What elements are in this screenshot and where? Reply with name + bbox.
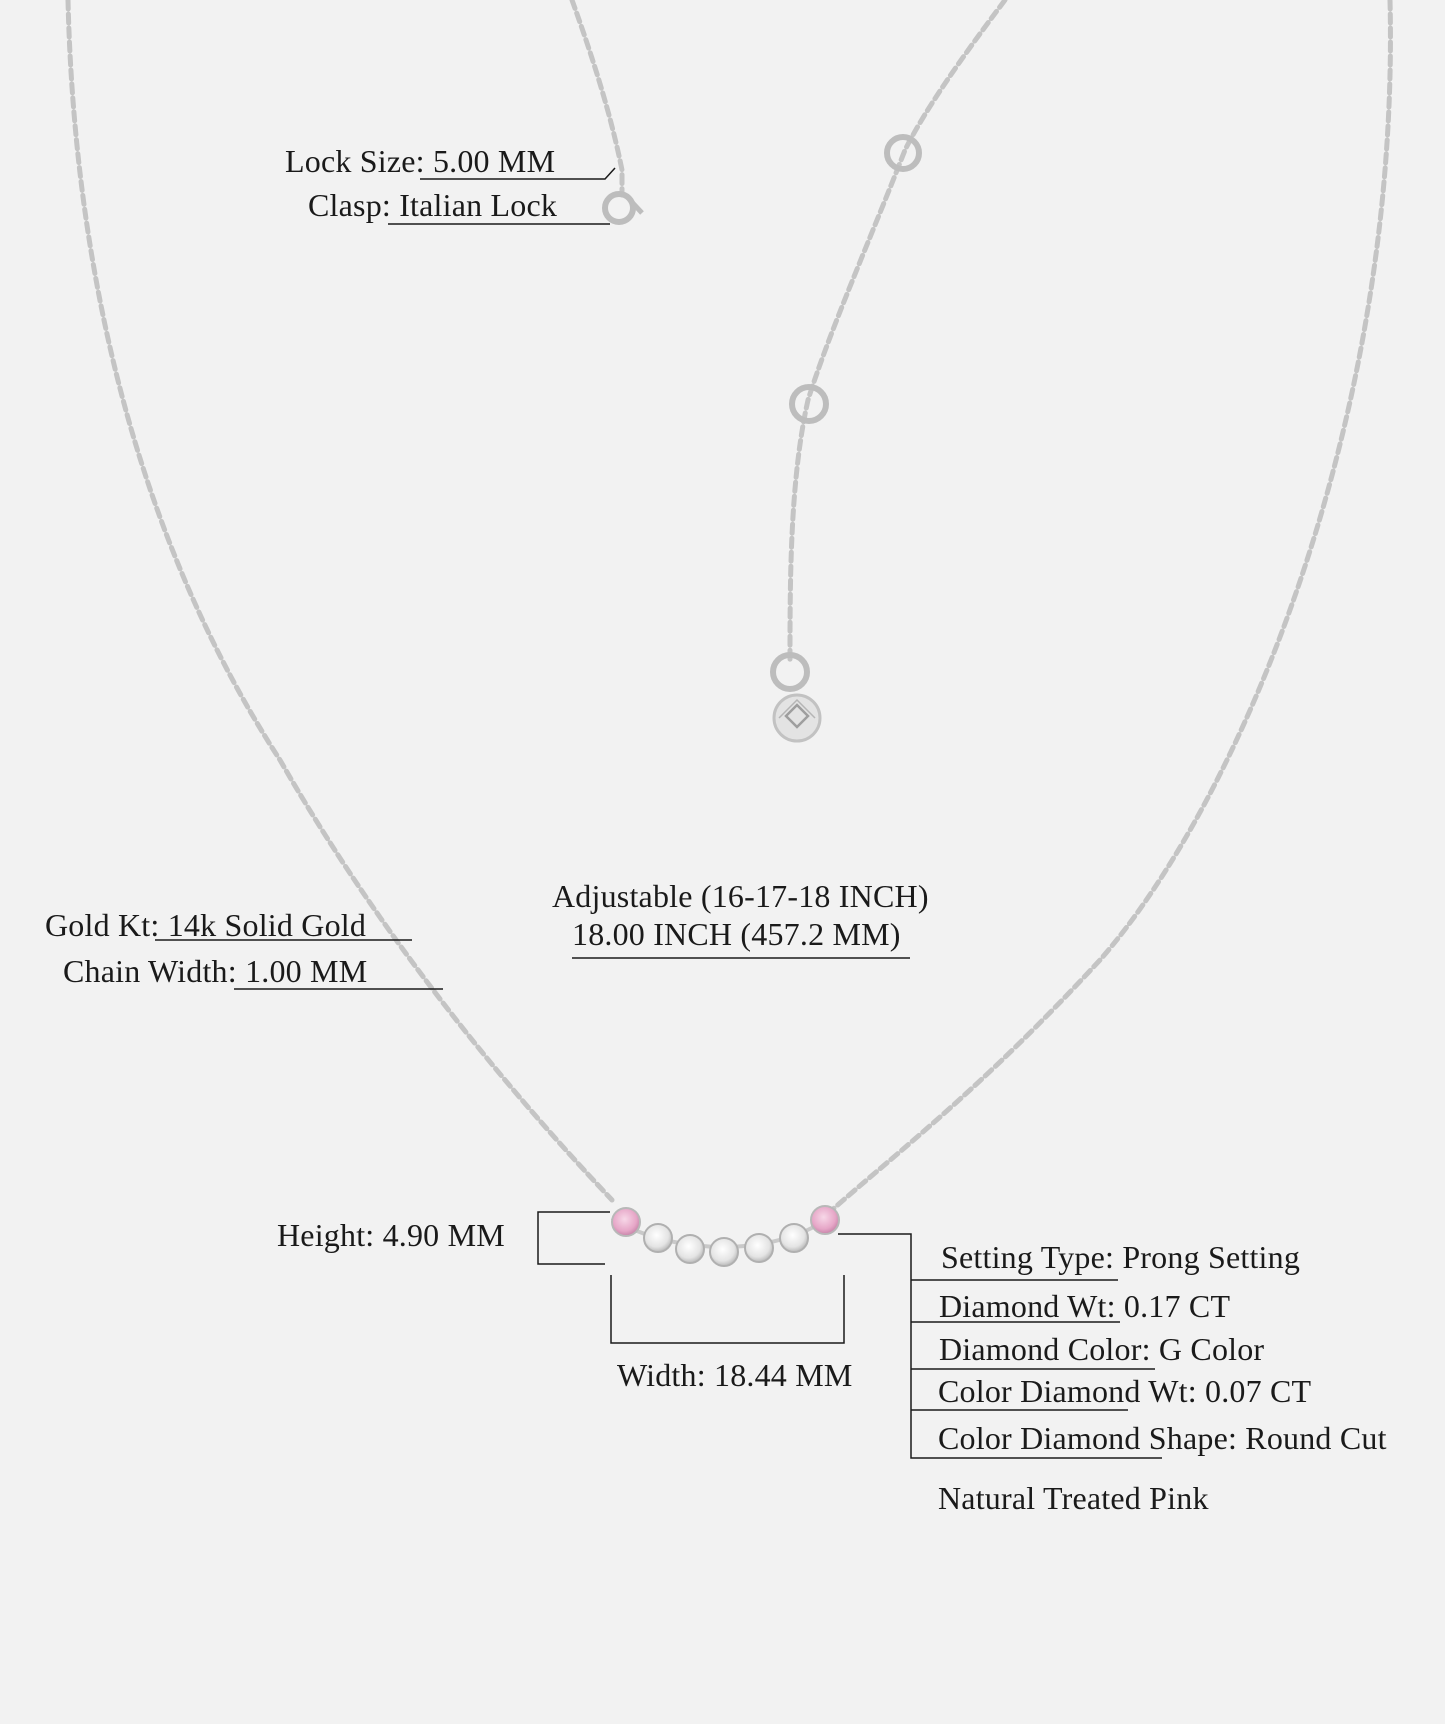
height-label: Height: 4.90 MM <box>277 1217 505 1253</box>
chain-extender-strand <box>790 0 1005 660</box>
pink-stone-left <box>612 1208 640 1236</box>
pendant-bar <box>612 1206 839 1266</box>
clasp-key: Clasp: <box>308 187 391 223</box>
white-stone <box>745 1234 773 1262</box>
gold-kt-value: 14k Solid Gold <box>167 907 367 943</box>
chain-width-key: Chain Width: <box>63 953 237 989</box>
white-stone <box>780 1224 808 1252</box>
width-label: Width: 18.44 MM <box>617 1357 853 1393</box>
setting-type-value: Prong Setting <box>1122 1239 1301 1275</box>
gold-kt-key: Gold Kt: <box>45 907 160 943</box>
extender-rings <box>773 137 919 689</box>
chain-width-label <box>63 952 367 990</box>
chain <box>68 0 1390 1210</box>
chain-right-strand <box>832 0 1390 1210</box>
diamond-wt-value: 0.17 CT <box>1123 1288 1231 1324</box>
color-diamond-shape-label <box>938 1419 1387 1457</box>
white-stone <box>676 1235 704 1263</box>
width-bracket <box>611 1275 844 1343</box>
diamond-wt-key: Diamond Wt: <box>939 1288 1116 1324</box>
chain-width-value: 1.00 MM <box>245 953 368 989</box>
chain-clasp-strand <box>572 0 622 195</box>
color-diamond-wt-value: 0.07 CT <box>1205 1373 1312 1409</box>
lock-size-key: Lock Size: <box>285 143 425 179</box>
clasp-label <box>308 186 557 224</box>
lock-size-value: 5.00 MM <box>432 143 556 179</box>
setting-type-key: Setting Type: <box>941 1239 1115 1275</box>
diamond-wt-label <box>939 1287 1230 1325</box>
setting-type-label <box>941 1238 1300 1276</box>
pink-stone-right <box>811 1206 839 1234</box>
gold-kt-label <box>45 906 366 944</box>
brand-tag-icon <box>774 695 820 741</box>
length-label: 18.00 INCH (457.2 MM) <box>572 916 901 952</box>
clasp-ring-icon <box>605 194 642 222</box>
diamond-color-value: G Color <box>1158 1331 1265 1367</box>
height-bracket <box>538 1212 610 1264</box>
chain-left-strand <box>68 0 612 1200</box>
color-diamond-shape-key: Color Diamond Shape: <box>938 1420 1238 1456</box>
white-stone <box>644 1224 672 1252</box>
color-diamond-wt-label <box>938 1372 1311 1410</box>
adjustable-label: Adjustable (16-17-18 INCH) <box>552 878 929 914</box>
diamond-color-label <box>939 1330 1264 1368</box>
color-diamond-wt-key: Color Diamond Wt: <box>938 1373 1197 1409</box>
lock-size-label <box>285 142 555 180</box>
color-note-label: Natural Treated Pink <box>938 1480 1209 1516</box>
diamond-color-key: Diamond Color: <box>939 1331 1151 1367</box>
white-stone <box>710 1238 738 1266</box>
color-diamond-shape-value: Round Cut <box>1245 1420 1387 1456</box>
clasp-value: Italian Lock <box>399 187 558 223</box>
